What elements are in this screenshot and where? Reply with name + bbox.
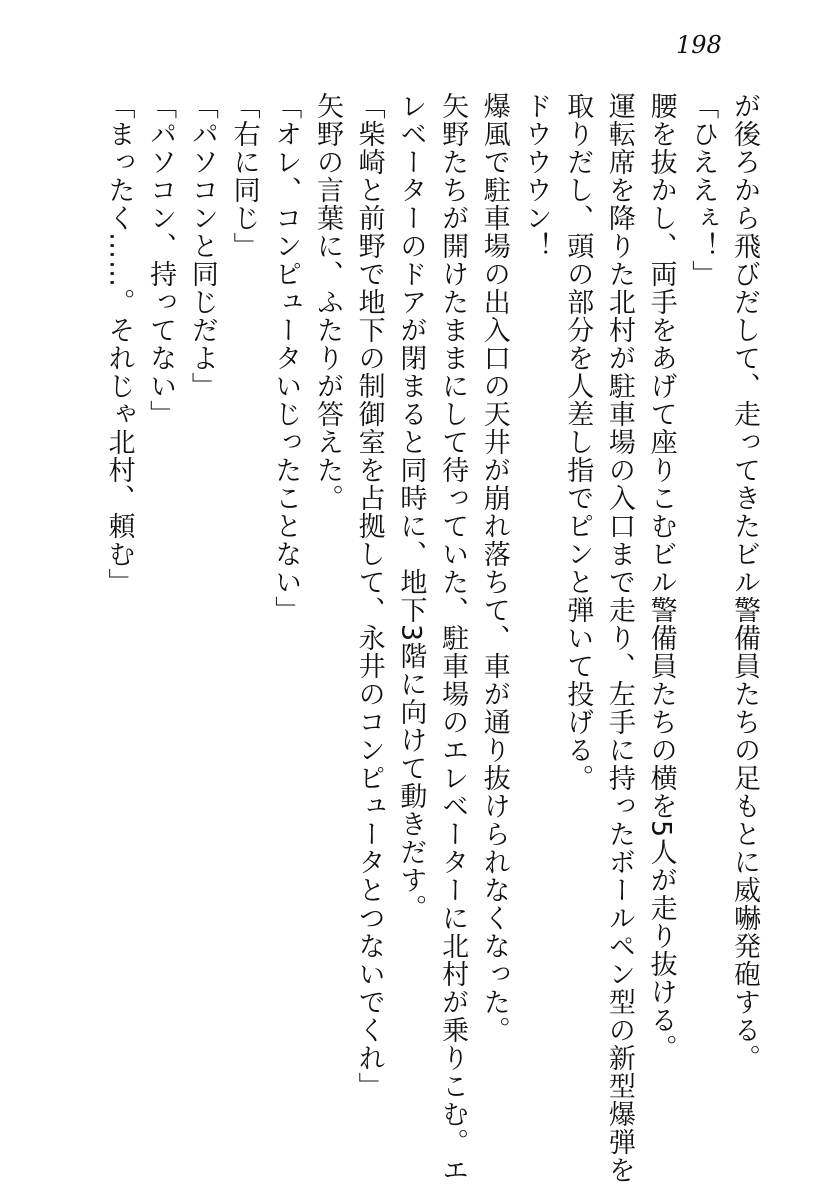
- text-line: 「柴崎と前野で地下の制御室を占拠して、永井のコンピュータとつないでくれ」: [353, 92, 385, 1100]
- text-line: 腰を抜かし、両手をあげて座りこむビル警備員たちの横を5人が走り抜ける。: [645, 92, 677, 1063]
- text-line: 「まったく……。それじゃ北村、頼む」: [103, 92, 135, 596]
- text-line: 爆風で駐車場の出入口の天井が崩れ落ちて、車が通り抜けられなくなった。: [478, 92, 510, 1044]
- text-line: が後ろから飛びだして、走ってきたビル警備員たちの足もとに威嚇発砲する。: [729, 92, 760, 1072]
- text-line: 取りだし、頭の部分を人差し指でピンと弾いて投げる。: [562, 92, 594, 792]
- text-line: 「ひええぇ！」: [687, 92, 719, 288]
- text-line: 「オレ、コンピュータいじったことない」: [270, 92, 302, 624]
- body-text: [98, 92, 765, 1184]
- text-line: レベーターのドアが閉まると同時に、地下3階に向けて動きだす。: [395, 92, 427, 923]
- text-line: 「パソコン、持ってない」: [145, 92, 177, 428]
- text-line: 運転席を降りた北村が駐車場の入口まで走り、左手に持ったボールペン型の新型爆弾を: [603, 92, 635, 1184]
- text-line: 矢野たちが開けたままにして待っていた、駐車場のエレベーターに北村が乗りこむ。エ: [437, 92, 469, 1184]
- page-number: 198: [676, 31, 722, 59]
- text-line: ドウウウン！: [520, 92, 552, 260]
- text-line: 「パソコンと同じだよ」: [186, 92, 218, 400]
- text-line: 矢野の言葉に、ふたりが答えた。: [311, 92, 343, 512]
- text-line: 「右に同じ」: [228, 92, 260, 260]
